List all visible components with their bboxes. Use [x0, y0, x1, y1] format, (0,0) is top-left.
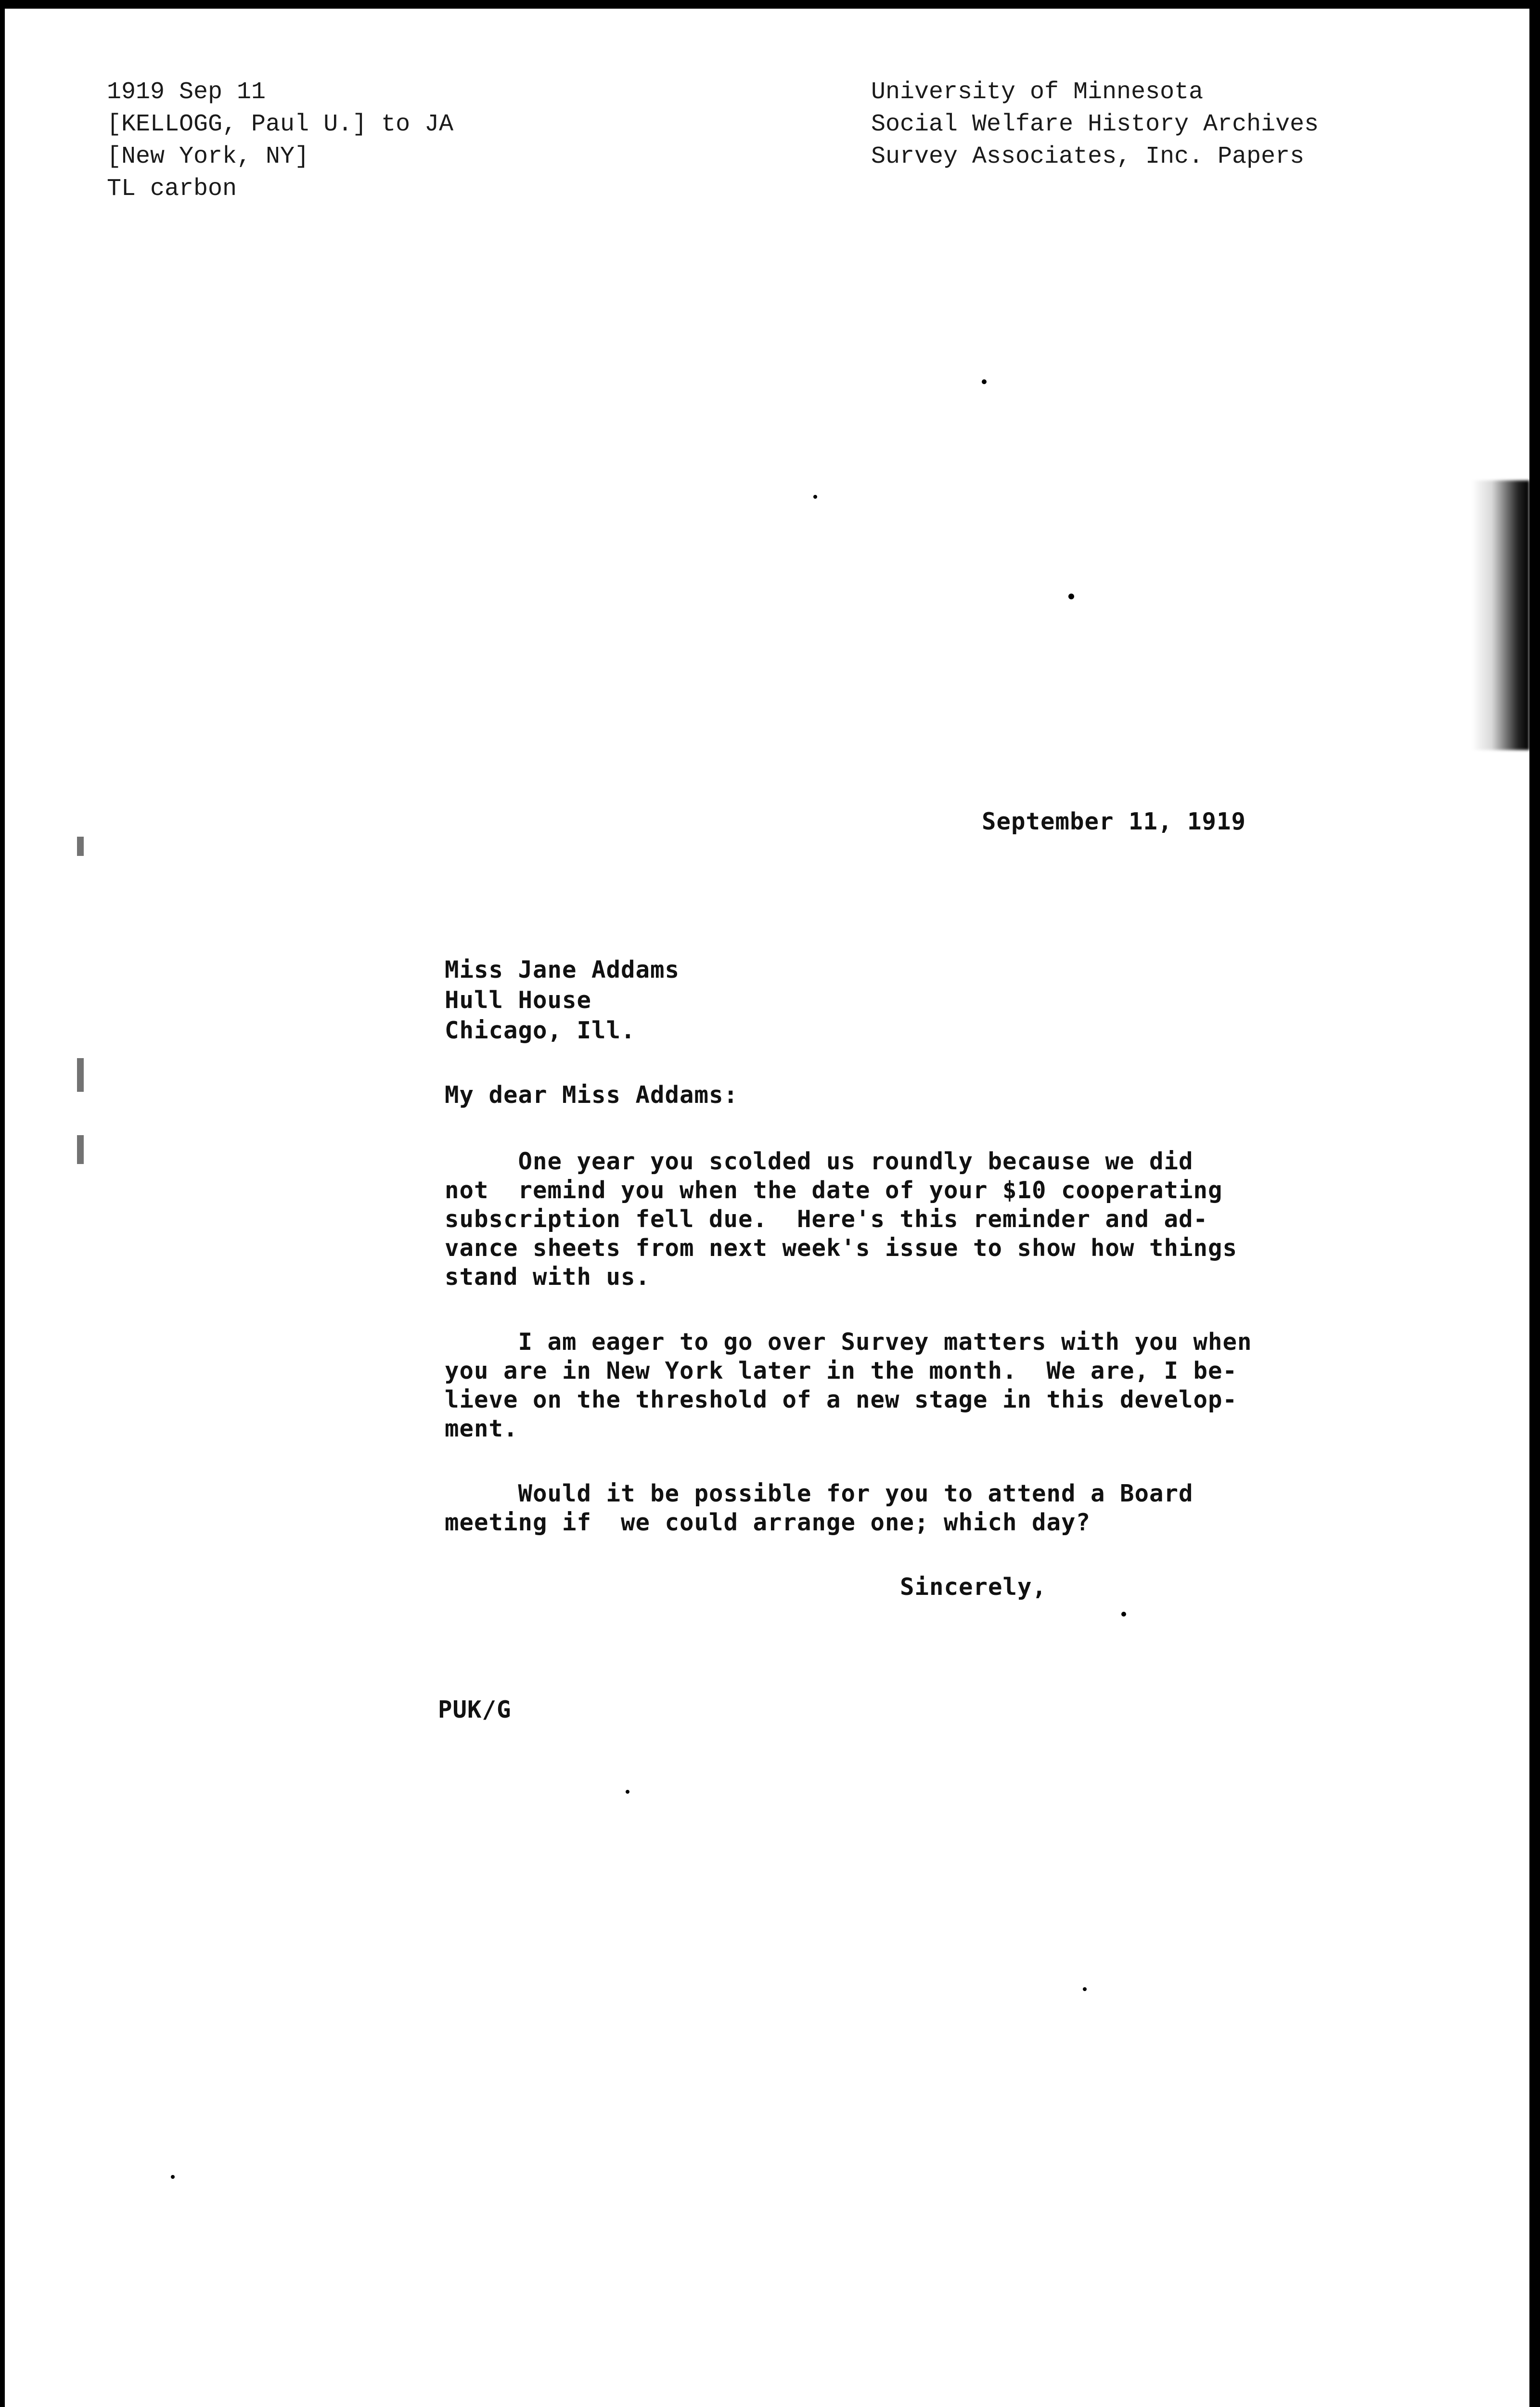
- source-archive: Social Welfare History Archives: [871, 111, 1319, 138]
- paragraph-1: [445, 1147, 1237, 1292]
- closing: Sincerely,: [900, 1573, 1047, 1601]
- catalog-author-recipient: [KELLOGG, Paul U.] to JA: [107, 111, 454, 138]
- paragraph-line: Would it be possible for you to attend a Board: [445, 1480, 1194, 1507]
- paragraph-3: [445, 1479, 1194, 1537]
- recipient-address: [445, 955, 680, 1046]
- scan-margin-mark: [77, 837, 84, 856]
- scan-speck: [1068, 594, 1074, 599]
- archive-source-info: [871, 76, 1319, 173]
- scan-edge-smudge: [1472, 480, 1529, 750]
- catalog-place: [New York, NY]: [107, 143, 309, 170]
- recipient-name: Miss Jane Addams: [445, 956, 680, 984]
- salutation: My dear Miss Addams:: [445, 1081, 739, 1109]
- paragraph-line: subscription fell due. Here's this reminder and ad-: [445, 1205, 1208, 1233]
- scan-margin-mark: [77, 1135, 84, 1164]
- paragraph-line: not remind you when the date of your $10 cooperating: [445, 1177, 1223, 1204]
- recipient-city: Chicago, Ill.: [445, 1017, 636, 1044]
- source-institution: University of Minnesota: [871, 78, 1204, 106]
- typist-initials: PUK/G: [438, 1696, 512, 1723]
- paragraph-line: meeting if we could arrange one; which day?: [445, 1509, 1091, 1536]
- paragraph-line: lieve on the threshold of a new stage in this develop-: [445, 1386, 1238, 1413]
- catalog-document-type: TL carbon: [107, 175, 237, 203]
- paragraph-line: you are in New York later in the month. We are, I be-: [445, 1357, 1238, 1385]
- scan-speck: [626, 1790, 629, 1794]
- paragraph-line: vance sheets from next week's issue to show how things: [445, 1234, 1238, 1262]
- catalog-date: 1919 Sep 11: [107, 78, 266, 106]
- scan-speck: [1083, 1987, 1087, 1991]
- scan-speck: [813, 495, 817, 499]
- paragraph-line: ment.: [445, 1415, 518, 1442]
- paragraph-line: stand with us.: [445, 1263, 651, 1291]
- paragraph-line: One year you scolded us roundly because we did: [445, 1148, 1194, 1175]
- scan-speck: [171, 2175, 175, 2179]
- scan-speck: [1121, 1612, 1126, 1617]
- archive-catalog-info: [107, 76, 453, 205]
- paragraph-line: I am eager to go over Survey matters with you when: [445, 1328, 1252, 1356]
- source-collection: Survey Associates, Inc. Papers: [871, 143, 1305, 170]
- scan-margin-mark: [77, 1058, 84, 1092]
- recipient-street: Hull House: [445, 986, 592, 1014]
- paragraph-2: [445, 1328, 1252, 1443]
- letter-page: [5, 9, 1529, 2407]
- letter-date: September 11, 1919: [982, 808, 1246, 835]
- scan-speck: [982, 379, 987, 384]
